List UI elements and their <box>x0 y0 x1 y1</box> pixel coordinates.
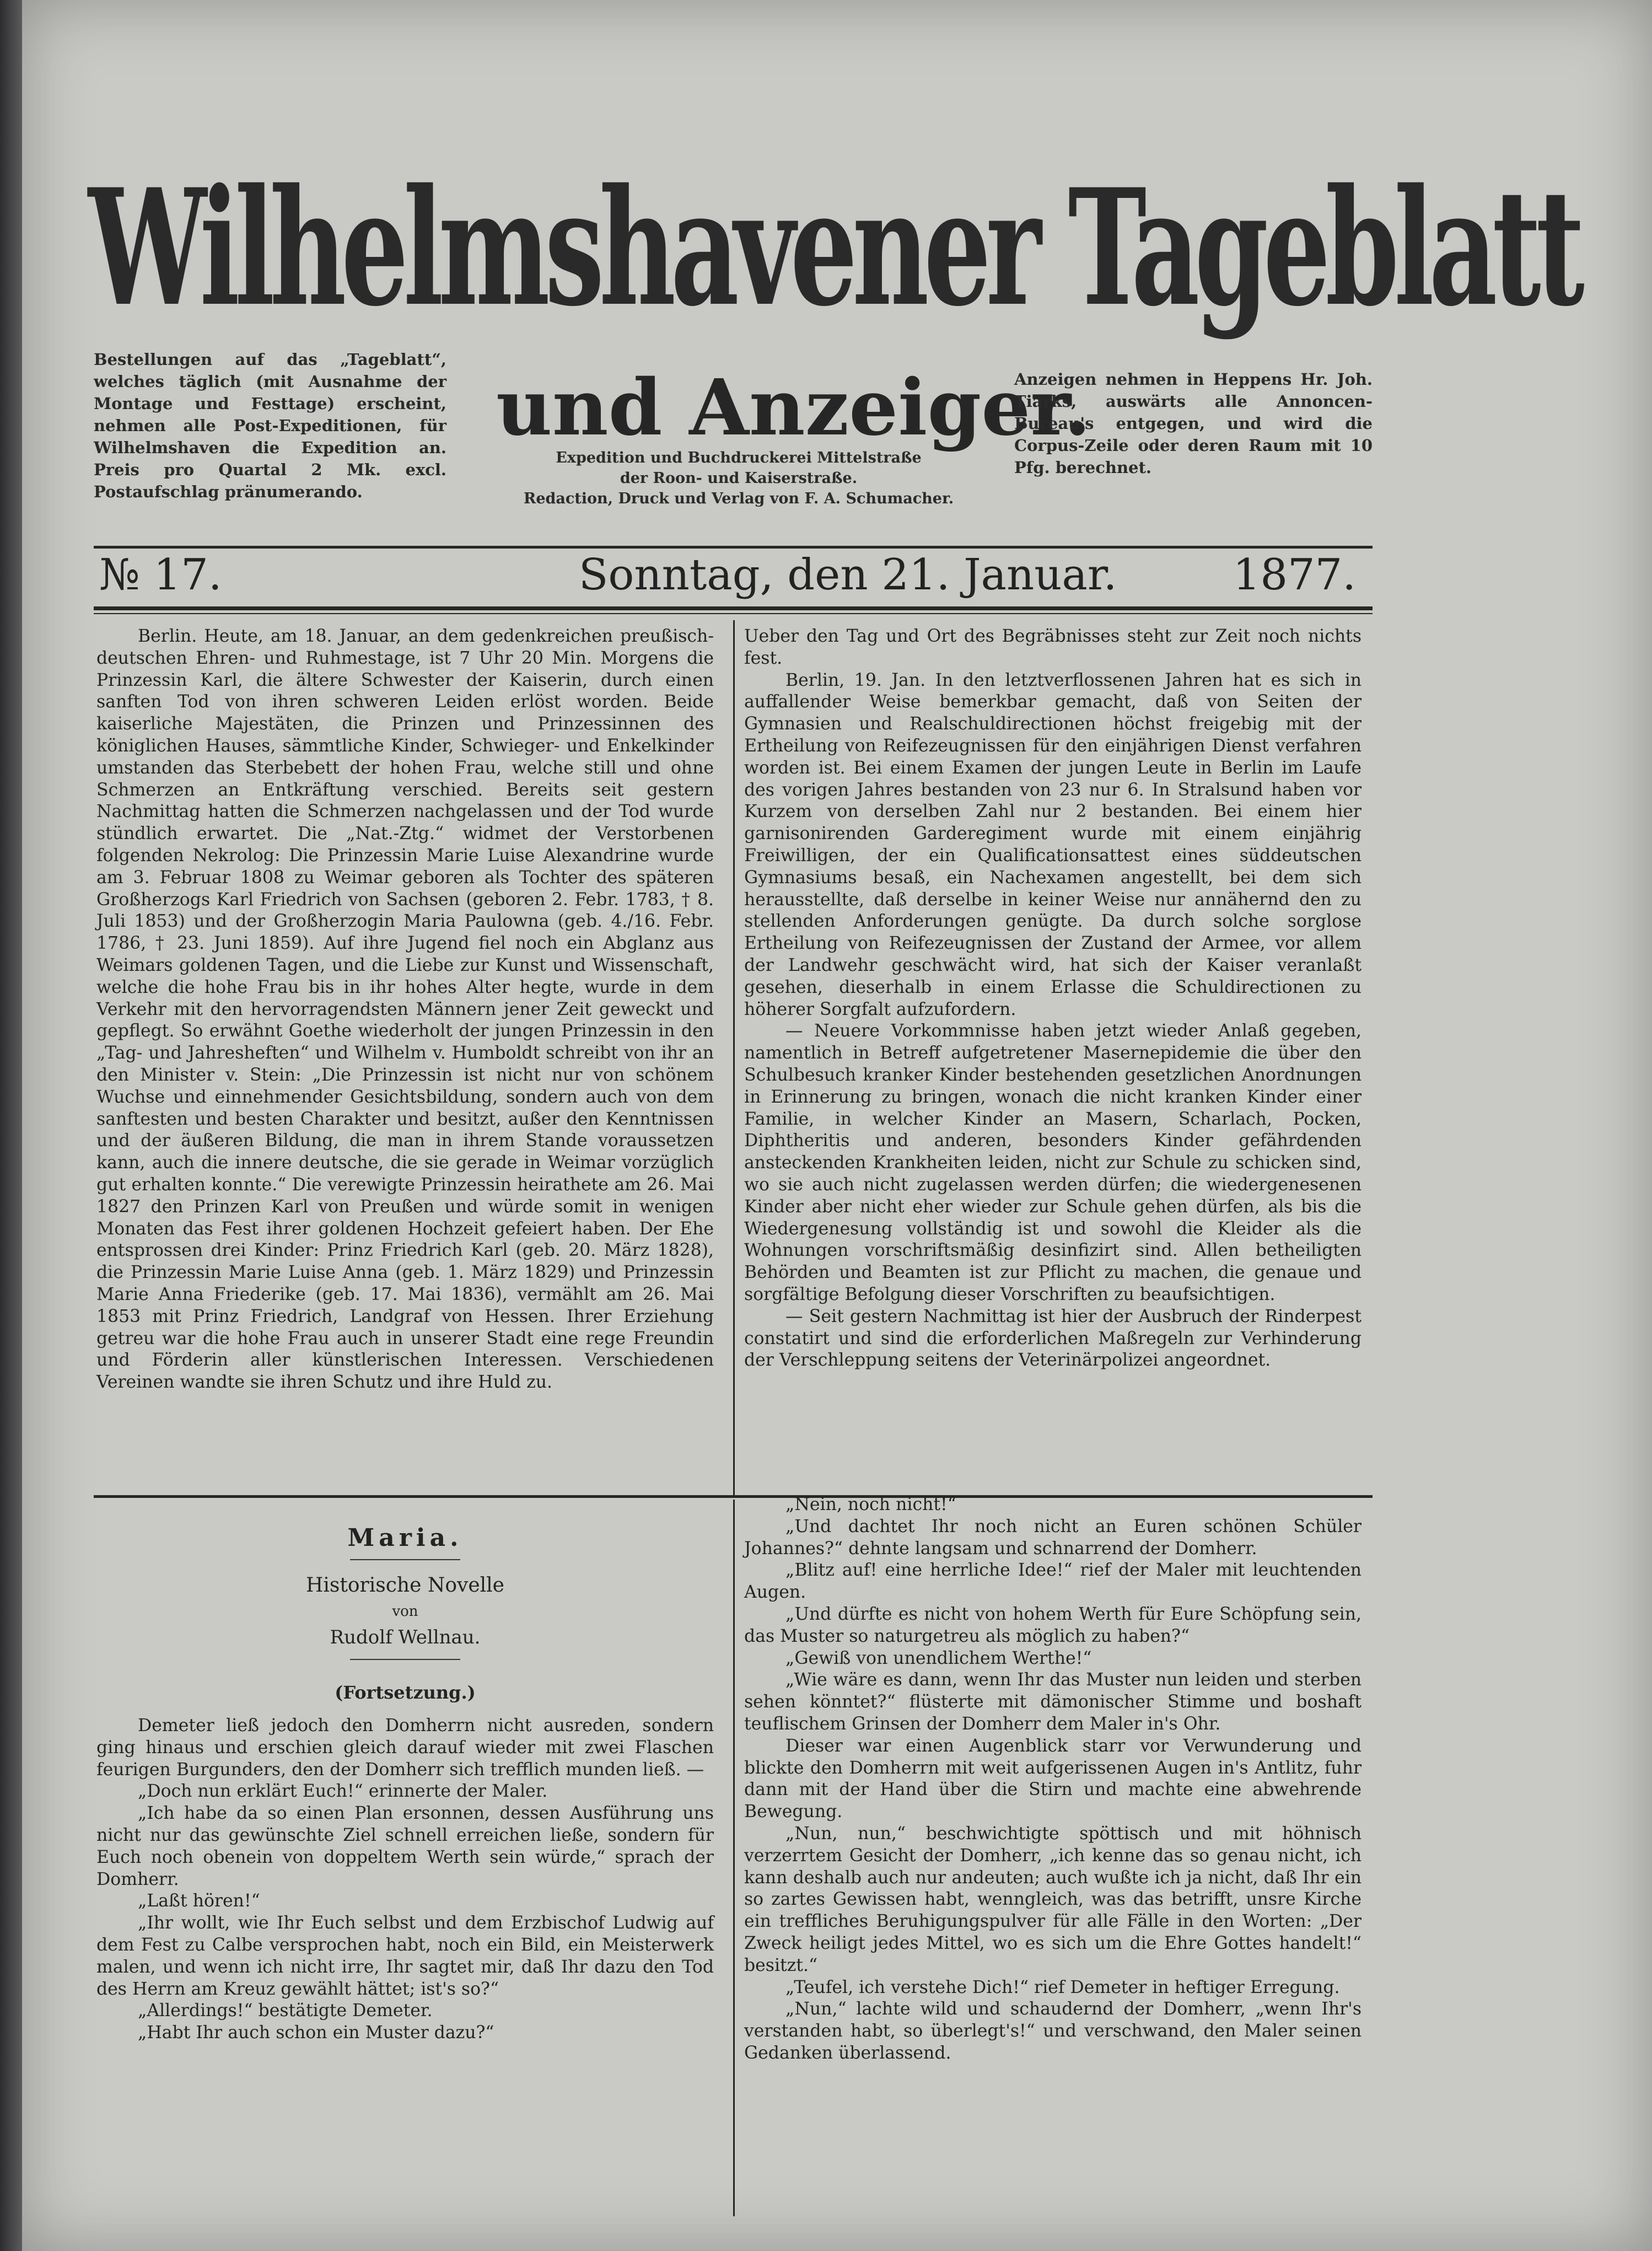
feuilleton-paragraph: „Ich habe da so einen Plan ersonnen, dessen Ausführung uns nicht nur das gewünschte Ziel schnell erreichen ließe, sondern für Euch noch obenein von doppeltem Werth sein würde,“ sprach der Domherr. <box>96 1803 714 1889</box>
dateline-bottom-rule <box>94 606 1373 610</box>
article-paragraph: Berlin, 19. Jan. In den letztverflossenen Jahren hat es sich in auffallender Weise bemerkbar gemacht, daß von Seiten der Gymnasien und Realschuldirectionen höchst freigebig mit der Ertheilung von Reifezeugnissen für den einjährigen Dienst verfahren worden ist. Bei einem Examen der jungen Leute in Berlin im Laufe des vorigen Jahres bestanden von 23 nur 6. In Stralsund haben vor Kurzem von derselben Zahl nur 2 bestanden. Bei einem hier garnisonirenden Garderegiment wurde mit einem einjährig Freiwilligen, der ein Qualificationsattest eines süddeutschen Gymnasiums besaß, ein Nachexamen angestellt, bei dem sich herausstellte, daß derselbe in keiner Weise nur annähernd den zu stellenden Anforderungen genügte. Da durch solche sorglose Ertheilung von Reifezeugnissen der Zustand der Armee, vor allem der Landwehr geschwächt wird, hat sich der Kaiser veranlaßt gesehen, dieserhalb in einem Erlasse die Schuldirectionen zu höherer Sorgfalt aufzufordern. <box>744 670 1362 1019</box>
dateline-top-rule <box>94 546 1373 549</box>
article-paragraph: — Seit gestern Nachmittag ist hier der Ausbruch der Rinderpest constatirt und sind die erforderlichen Maßregeln zur Verhinderung der Verschleppung seitens der Veterinärpolizei angeordnet. <box>744 1306 1362 1371</box>
feuilleton-column-right <box>744 1494 1362 2065</box>
dateline <box>94 550 1373 600</box>
imprint-line: Redaction, Druck und Verlag von F. A. Schumacher. <box>523 490 954 507</box>
imprint <box>496 448 981 509</box>
book-spine <box>0 0 22 2251</box>
feuilleton-paragraph: „Allerdings!“ bestätigte Demeter. <box>138 2001 433 2021</box>
article-paragraph: Berlin. Heute, am 18. Januar, an dem gedenkreichen preußisch-deutschen Ehren- und Ruhmestage, ist 7 Uhr 20 Min. Morgens die Prinzessin Karl, die ältere Schwester der Kaiserin, durch einen sanften Tod von ihren schweren Leiden erlöst worden. Beide kaiserliche Majestäten, die Prinzen und Prinzessinnen des königlichen Hauses, sämmtliche Kinder, Schwieger- und Enkelkinder umstanden das Sterbebett der hohen Frau, welche still und ohne Schmerzen an Entkräftung verschied. Bereits seit gestern Nachmittag hatten die Schmerzen nachgelassen und der Tod wurde stündlich erwartet. Die „Nat.-Ztg.“ widmet der Verstorbenen folgenden Nekrolog: Die Prinzessin Marie Luise Alexandrine wurde am 3. Februar 1808 zu Weimar geboren als Tochter des späteren Großherzogs Karl Friedrich von Sachsen (geboren 2. Febr. 1783, † 8. Juli 1853) und der Großherzogin Maria Paulowna (geb. 4./16. Febr. 1786, † 23. Juni 1859). Auf ihre Jugend fiel noch ein Abglanz aus Weimars goldenen Tagen, und die Liebe zur Kunst und Wissenschaft, welche die hohe Frau bis in ihr hohes Alter hegte, wurde in dem Verkehr mit den hervorragendsten Männern jener Zeit geweckt und gepflegt. So erwähnt Goethe wiederholt der jungen Prinzessin in den „Tag- und Jahresheften“ und Wilhelm v. Humboldt schreibt von ihr an den Minister v. Stein: „Die Prinzessin ist nicht nur von schönem Wuchse und einnehmender Gesichtsbildung, sondern auch von dem sanftesten und besten Charakter und besitzt, außer den Kenntnissen und der äußeren Bildung, die man in ihrem Stande voraussetzen kann, auch die innere deutsche, die sie gerade in Weimar vorzüglich gut erhalten konnte.“ Die verewigte Prinzessin heirathete am 26. Mai 1827 den Prinzen Karl von Preußen und würde somit in wenigen Monaten das Fest ihrer goldenen Hochzeit gefeiert haben. Der Ehe entsprossen drei Kinder: Prinz Friedrich Karl (geb. 20. März 1828), die Prinzessin Marie Luise Anna (geb. 1. März 1829) und Prinzessin Marie Anna Friederike (geb. 17. Mai 1836), vermählt am 26. Mai 1853 mit Prinz Friedrich, Landgraf von Hessen. Ihrer Erziehung getreu war die hohe Frau auch in unserer Stadt eine rege Freundin und Förderin aller künstlerischen Interessen. Verschiedenen Vereinen wandte sie ihren Schutz und ihre Huld zu. <box>96 626 714 1393</box>
dateline-bottom-rule-thin <box>94 613 1373 614</box>
feuilleton-continuation: (Fortsetzung.) <box>335 1682 476 1704</box>
feuilleton-paragraph: „Nun,“ lachte wild und schaudernd der Domherr, „wenn Ihr's verstanden habt, so überlegt's!“ und verschwand, den Maler seinen Gedanken überlassend. <box>744 1999 1362 2063</box>
article-column-left <box>96 626 714 1394</box>
column-divider-bottom <box>733 1500 735 2216</box>
feuilleton-paragraph: „Laßt hören!“ <box>138 1891 260 1911</box>
masthead-subtitle: und Anzeiger. <box>496 363 1091 453</box>
feuilleton-paragraph: „Teufel, ich verstehe Dich!“ rief Demeter in heftiger Erregung. <box>785 1977 1340 1997</box>
issue-year: 1877. <box>1233 550 1356 600</box>
feuilleton-author: Rudolf Wellnau. <box>330 1626 481 1649</box>
feuilleton-paragraph: „Wie wäre es dann, wenn Ihr das Muster nun leiden und sterben sehen könntet?“ flüsterte mit dämonischer Stimme und boshaft teuflischem Grinsen der Domherr dem Maler in's Ohr. <box>744 1670 1362 1734</box>
feuilleton-column-left <box>96 1511 714 2044</box>
feuilleton-paragraph: „Ihr wollt, wie Ihr Euch selbst und dem Erzbischof Ludwig auf dem Fest zu Calbe versprochen habt, noch ein Bild, ein Meisterwerk malen, und wenn ich nicht irre, Ihr sagtet mir, daß Ihr dazu den Tod des Herrn am Kreuz gewählt hättet; ist's so?“ <box>96 1913 714 1999</box>
feuilleton-paragraph: „Blitz auf! eine herrliche Idee!“ rief der Maler mit leuchtenden Augen. <box>744 1560 1362 1603</box>
author-rule <box>350 1659 460 1660</box>
imprint-line: Expedition und Buchdruckerei Mittelstraße <box>556 449 922 466</box>
feuilleton-paragraph: „Und dürfte es nicht von hohem Werth für Eure Schöpfung sein, das Muster so naturgetreu als möglich zu haben?“ <box>744 1604 1362 1646</box>
feuilleton-paragraph: Dieser war einen Augenblick starr vor Verwunderung und blickte den Domherrn mit weit aufgerissenen Augen in's Antlitz, fuhr dann mit der Hand über die Stirn und machte eine abwehrende Bewegung. <box>744 1736 1362 1822</box>
article-column-right <box>744 626 1362 1372</box>
feuilleton-paragraph: „Doch nun erklärt Euch!“ erinnerte der Maler. <box>138 1781 548 1802</box>
title-rule <box>350 1559 460 1560</box>
article-paragraph: Ueber den Tag und Ort des Begräbnisses steht zur Zeit noch nichts fest. <box>744 626 1362 668</box>
ads-info: Anzeigen nehmen in Heppens Hr. Joh. Tiarks, auswärts alle Annoncen-Bureau's entgegen, und wird die Corpus-Zeile oder deren Raum mit 10 Pfg. berechnet. <box>1014 370 1373 477</box>
feuilleton-title: Maria. <box>347 1524 463 1552</box>
article-paragraph: — Neuere Vorkommnisse haben jetzt wieder Anlaß gegeben, namentlich in Betreff aufgetretener Masernepidemie die über den Schulbesuch kranker Kinder bestehenden gesetzlichen Anordnungen in Erinnerung zu bringen, wonach die nicht kranken Kinder einer Familie, in welcher Kinder an Masern, Scharlach, Pocken, Diphtheritis und anderen, besonders Kinder gefährdenden ansteckenden Krankheiten leiden, nicht zur Schule zu schicken sind, wo sie auch nicht zugelassen werden dürfen; die wiedergenesenen Kinder aber nicht eher wieder zur Schule gehen dürfen, als bis die Wiedergenesung vollständig ist und sowohl die Kleider als die Wohnungen vorschriftsmäßig desinfizirt sind. Allen betheiligten Behörden und Beamten ist zur Pflicht zu machen, die genaue und sorgfältige Befolgung dieser Vorschriften zu beaufsichtigen. <box>744 1021 1362 1304</box>
column-divider-top <box>733 620 735 1497</box>
masthead-title: Wilhelmshavener Tageblatt <box>88 154 1580 342</box>
subscription-info: Bestellungen auf das „Tageblatt“, welches täglich (mit Ausnahme der Montage und Festtage) erscheint, nehmen alle Post-Expeditionen, für Wilhelmshaven die Expedition an. Preis pro Quartal 2 Mk. excl. Postaufschlag pränumerando. <box>94 350 446 501</box>
feuilleton-genre: Historische Novelle <box>306 1573 504 1597</box>
imprint-line: der Roon- und Kaiserstraße. <box>620 470 858 487</box>
issue-number: № 17. <box>99 550 222 600</box>
feuilleton-paragraph: „Gewiß von unendlichem Werthe!“ <box>785 1648 1092 1668</box>
feuilleton-von: von <box>392 1603 418 1620</box>
feuilleton-paragraph: „Nein, noch nicht!“ <box>785 1495 956 1514</box>
feuilleton-paragraph: „Nun, nun,“ beschwichtigte spöttisch und mit höhnisch verzerrtem Gesicht der Domherr, „ich kenne das so genau nicht, ich kann deshalb auch nur andeuten; auch wußte ich ja nicht, daß Ihr ein so zartes Gewissen habt, wenngleich, was das betrifft, unsre Kirche ein treffliches Beruhigungspulver für alle Fälle in den Worten: „Der Zweck heiligt jedes Mittel, wo es sich um die Ehre Gottes handelt!“ besitzt.“ <box>744 1823 1362 1975</box>
feuilleton-paragraph: Demeter ließ jedoch den Domherrn nicht ausreden, sondern ging hinaus und erschien gleich darauf wieder mit zwei Flaschen feurigen Burgunders, den der Domherr sich trefflich munden ließ. — <box>96 1715 714 1780</box>
feuilleton-paragraph: „Und dachtet Ihr noch nicht an Euren schönen Schüler Johannes?“ dehnte langsam und schnarrend der Domherr. <box>744 1516 1362 1559</box>
issue-date: Sonntag, den 21. Januar. <box>579 550 1117 600</box>
feuilleton-paragraph: „Habt Ihr auch schon ein Muster dazu?“ <box>138 2023 494 2043</box>
